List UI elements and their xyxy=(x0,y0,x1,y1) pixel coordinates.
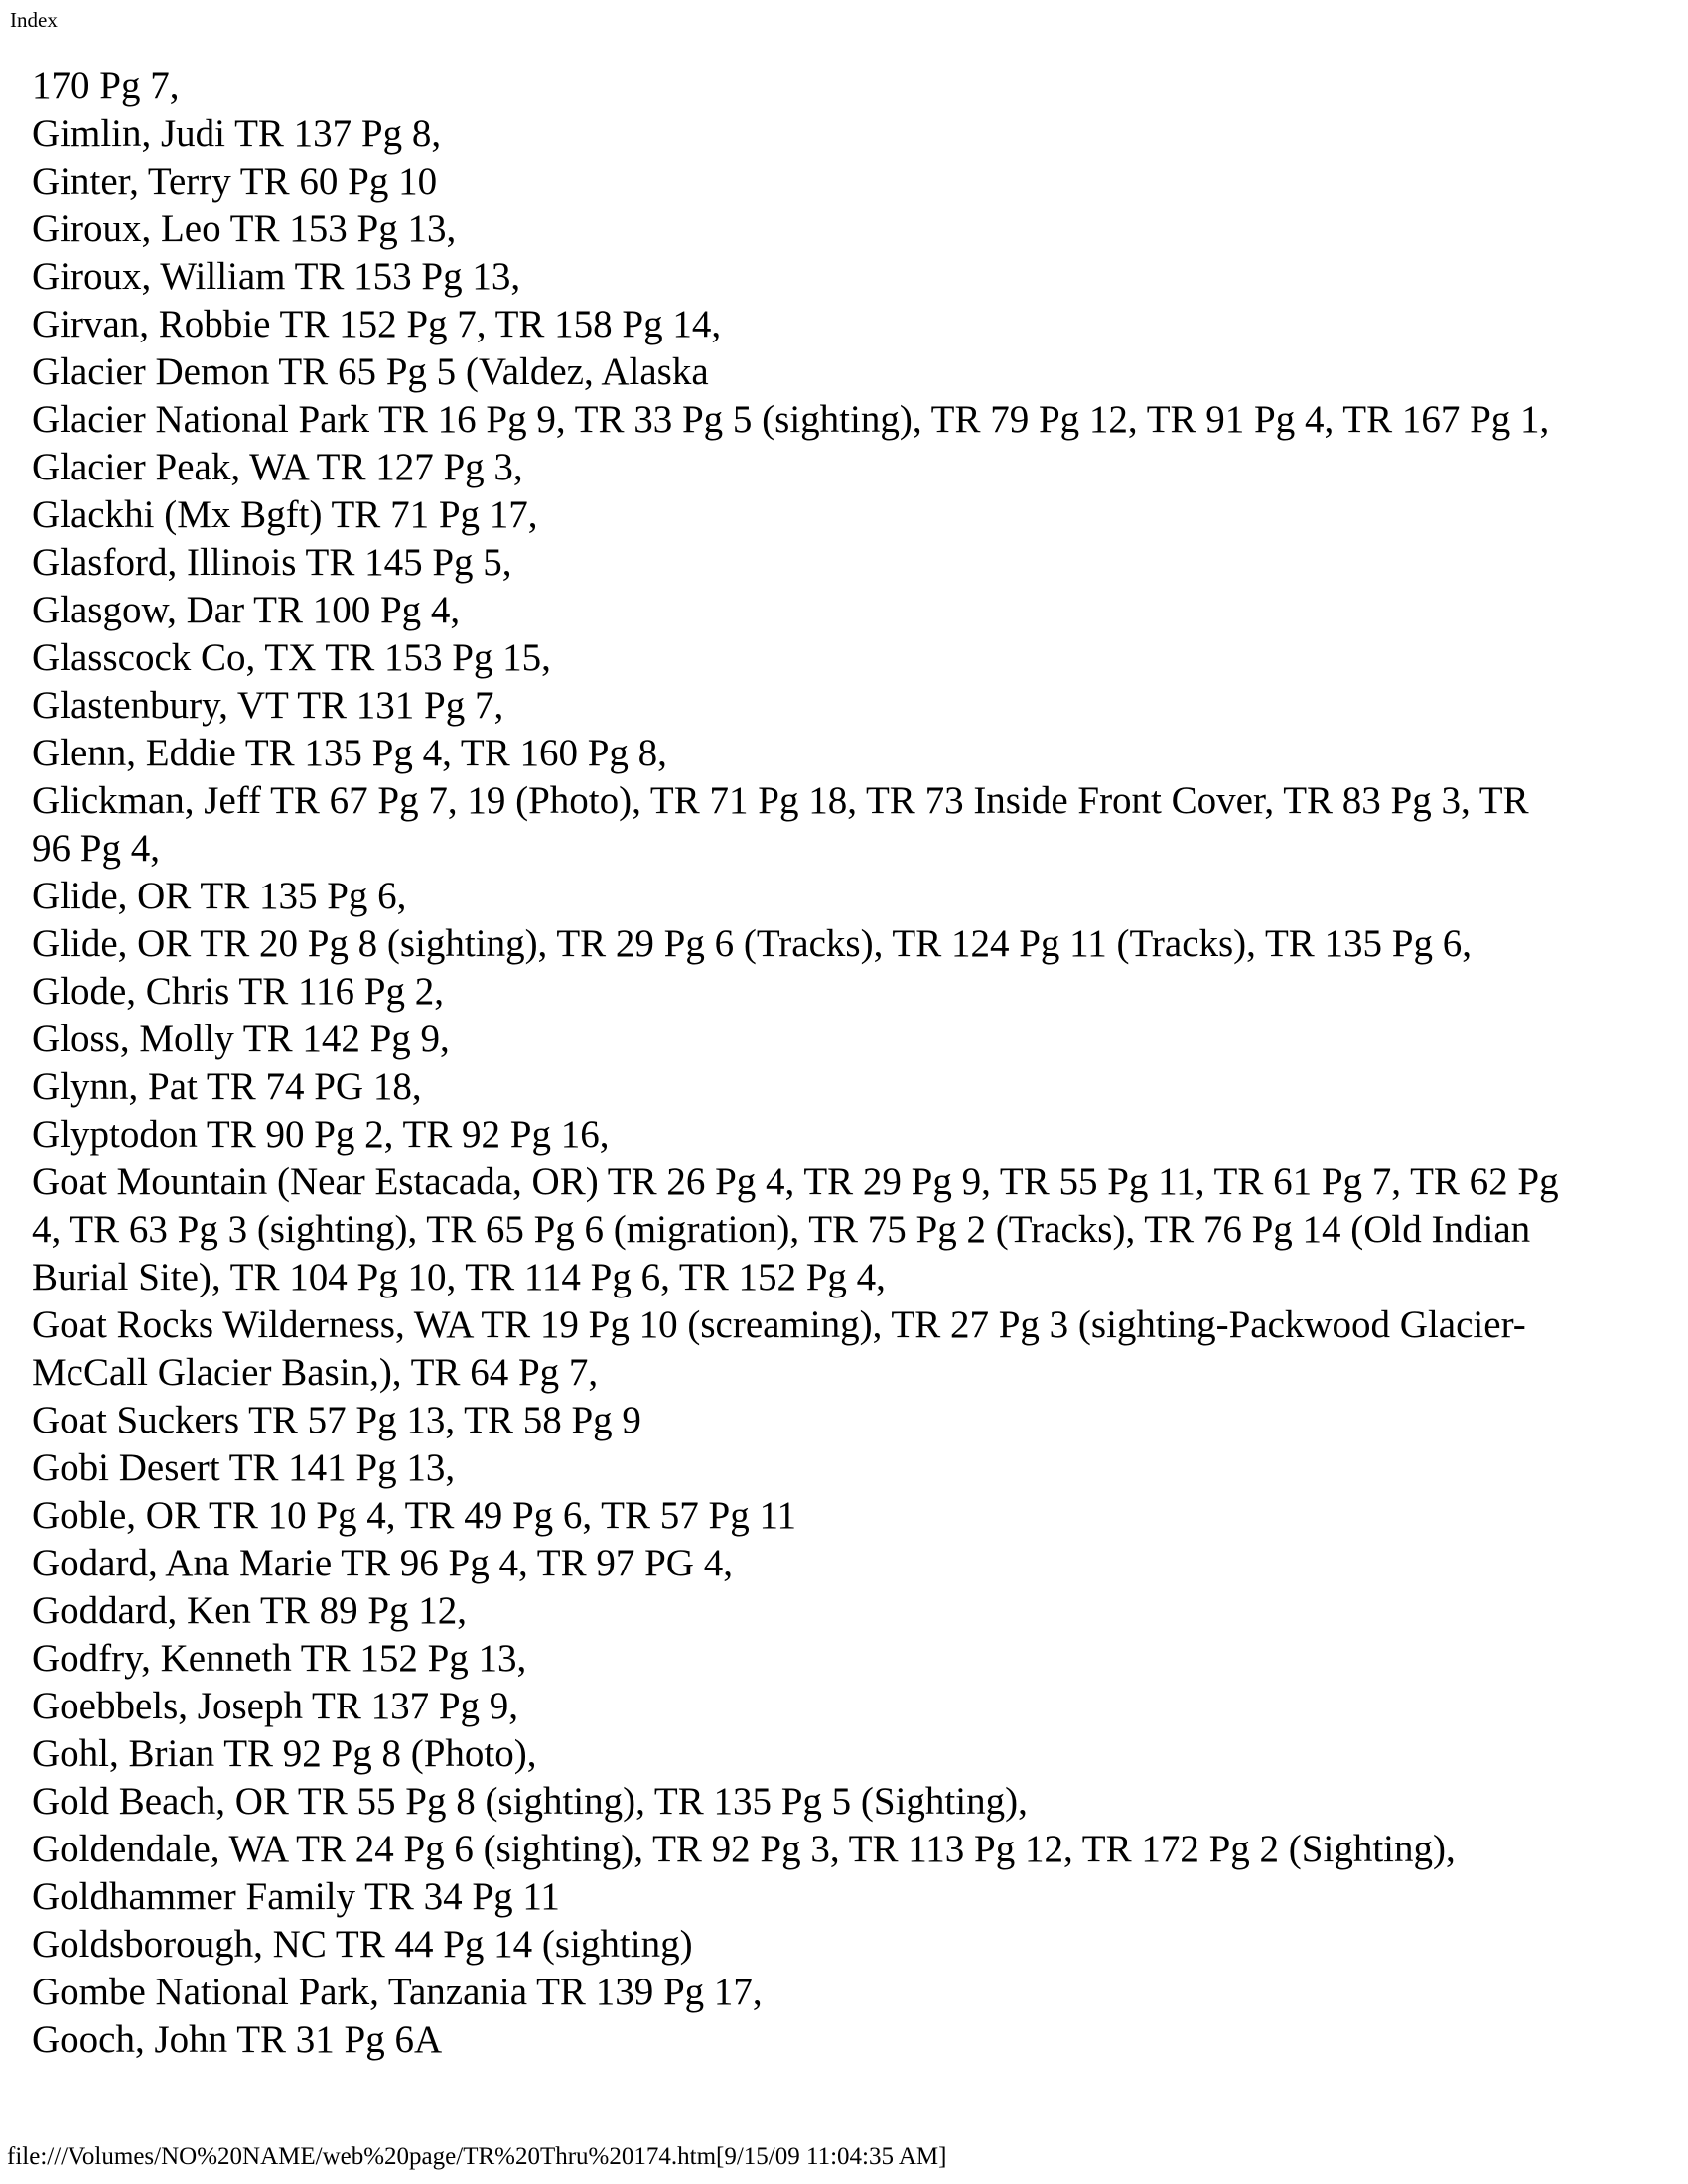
index-line: Goldsborough, NC TR 44 Pg 14 (sighting) xyxy=(32,1923,693,1966)
index-line: Burial Site), TR 104 Pg 10, TR 114 Pg 6, TR 152 Pg 4, xyxy=(32,1256,886,1298)
index-line: Gimlin, Judi TR 137 Pg 8, xyxy=(32,112,442,155)
index-line: 170 Pg 7, xyxy=(32,65,180,107)
index-line: Goat Mountain (Near Estacada, OR) TR 26 Pg 4, TR 29 Pg 9, TR 55 Pg 11, TR 61 Pg 7, TR 62 Pg xyxy=(32,1160,1559,1203)
index-line: Gold Beach, OR TR 55 Pg 8 (sighting), TR 135 Pg 5 (Sighting), xyxy=(32,1780,1028,1823)
index-line: Glide, OR TR 135 Pg 6, xyxy=(32,875,407,917)
index-line: Gobi Desert TR 141 Pg 13, xyxy=(32,1446,456,1489)
index-line: Goldendale, WA TR 24 Pg 6 (sighting), TR 92 Pg 3, TR 113 Pg 12, TR 172 Pg 2 (Sighting), xyxy=(32,1828,1456,1870)
index-line: Ginter, Terry TR 60 Pg 10 xyxy=(32,160,438,203)
index-line: Glide, OR TR 20 Pg 8 (sighting), TR 29 Pg 6 (Tracks), TR 124 Pg 11 (Tracks), TR 135 Pg 6, xyxy=(32,922,1472,965)
index-line: Giroux, William TR 153 Pg 13, xyxy=(32,255,521,298)
index-line: Glynn, Pat TR 74 PG 18, xyxy=(32,1065,422,1108)
index-line: Girvan, Robbie TR 152 Pg 7, TR 158 Pg 14, xyxy=(32,303,722,345)
index-line: Gloss, Molly TR 142 Pg 9, xyxy=(32,1018,450,1060)
index-line: Glacier Demon TR 65 Pg 5 (Valdez, Alaska xyxy=(32,350,709,393)
index-line: Glode, Chris TR 116 Pg 2, xyxy=(32,970,444,1013)
index-line: Goat Suckers TR 57 Pg 13, TR 58 Pg 9 xyxy=(32,1399,641,1441)
index-line: Goble, OR TR 10 Pg 4, TR 49 Pg 6, TR 57 Pg 11 xyxy=(32,1494,797,1537)
index-line: Goebbels, Joseph TR 137 Pg 9, xyxy=(32,1685,519,1727)
index-line: Gombe National Park, Tanzania TR 139 Pg 17, xyxy=(32,1971,763,2013)
index-line: Goldhammer Family TR 34 Pg 11 xyxy=(32,1875,560,1918)
page-title: Index xyxy=(10,8,58,32)
index-line: Glickman, Jeff TR 67 Pg 7, 19 (Photo), TR 71 Pg 18, TR 73 Inside Front Cover, TR 83 Pg 3, TR xyxy=(32,779,1529,822)
index-line: Goddard, Ken TR 89 Pg 12, xyxy=(32,1589,468,1632)
index-line: Gohl, Brian TR 92 Pg 8 (Photo), xyxy=(32,1732,537,1775)
index-line: McCall Glacier Basin,), TR 64 Pg 7, xyxy=(32,1351,599,1394)
file-path-footer: file:///Volumes/NO%20NAME/web%20page/TR%20Thru%20174.htm[9/15/09 11:04:35 AM] xyxy=(7,2143,947,2170)
index-line: Glasscock Co, TX TR 153 Pg 15, xyxy=(32,636,551,679)
index-line: Glenn, Eddie TR 135 Pg 4, TR 160 Pg 8, xyxy=(32,732,667,774)
index-line: Glacier National Park TR 16 Pg 9, TR 33 Pg 5 (sighting), TR 79 Pg 12, TR 91 Pg 4, TR 167 Pg 1, xyxy=(32,398,1550,441)
index-line: Giroux, Leo TR 153 Pg 13, xyxy=(32,207,457,250)
index-line: 4, TR 63 Pg 3 (sighting), TR 65 Pg 6 (migration), TR 75 Pg 2 (Tracks), TR 76 Pg 14 (Old Indian xyxy=(32,1208,1531,1251)
index-line: Gooch, John TR 31 Pg 6A xyxy=(32,2018,443,2061)
index-line: Godfry, Kenneth TR 152 Pg 13, xyxy=(32,1637,527,1680)
index-line: Glyptodon TR 90 Pg 2, TR 92 Pg 16, xyxy=(32,1113,610,1156)
index-line: Glastenbury, VT TR 131 Pg 7, xyxy=(32,684,504,727)
index-line: Godard, Ana Marie TR 96 Pg 4, TR 97 PG 4, xyxy=(32,1542,733,1584)
index-line: Glacier Peak, WA TR 127 Pg 3, xyxy=(32,446,523,488)
index-list xyxy=(32,63,1670,2064)
index-line: Glasford, Illinois TR 145 Pg 5, xyxy=(32,541,512,584)
index-line: Goat Rocks Wilderness, WA TR 19 Pg 10 (screaming), TR 27 Pg 3 (sighting-Packwood Glacier- xyxy=(32,1303,1526,1346)
index-line: Glasgow, Dar TR 100 Pg 4, xyxy=(32,589,461,631)
index-line: Glackhi (Mx Bgft) TR 71 Pg 17, xyxy=(32,493,538,536)
index-line: 96 Pg 4, xyxy=(32,827,160,870)
